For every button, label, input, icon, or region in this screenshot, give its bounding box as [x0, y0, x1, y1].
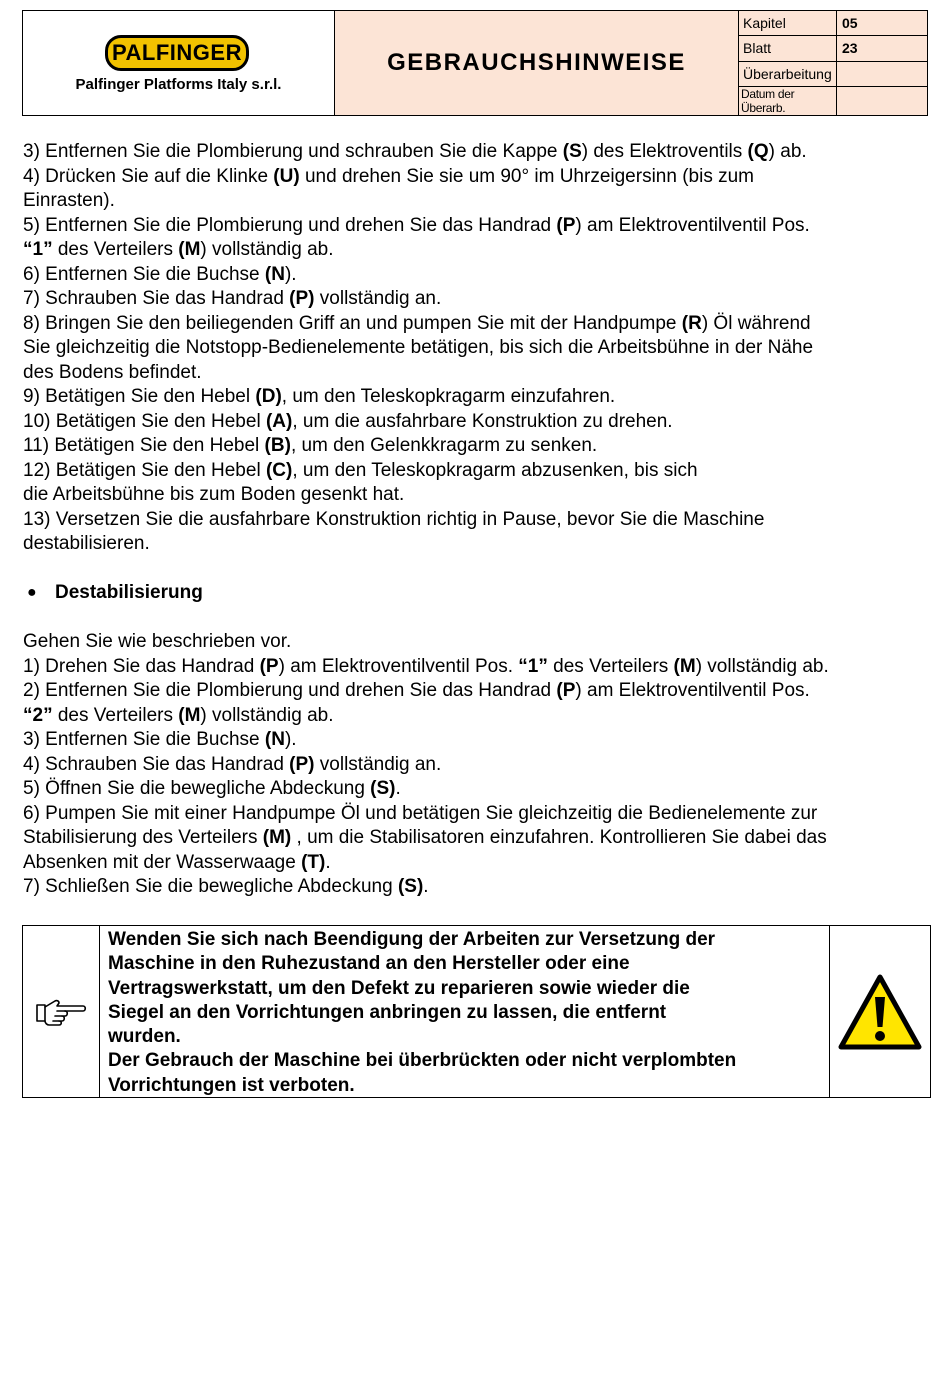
logo-text: PALFINGER [112, 40, 242, 65]
meta-label: Datum der Überarb. [739, 87, 837, 115]
section-heading-row [23, 581, 933, 606]
meta-row-ueberarbeitung [739, 62, 927, 87]
warning-line: Vertragswerkstatt, um den Defekt zu reparieren sowie wieder die [108, 977, 690, 999]
title-cell [335, 11, 739, 115]
meta-value [837, 62, 927, 86]
procedure-line: 5) Entfernen Sie die Plombierung und drehen Sie das Handrad (P) am Elektroventilventil Pos. [23, 214, 810, 236]
procedure-line: 4) Drücken Sie auf die Klinke (U) und drehen Sie sie um 90° im Uhrzeigersinn (bis zum [23, 165, 754, 187]
warning-line: Vorrichtungen ist verboten. [108, 1074, 355, 1096]
destab-line: Stabilisierung des Verteilers (M) , um die Stabilisatoren einzufahren. Kontrollieren Sie dabei das [23, 827, 827, 848]
procedure-line: die Arbeitsbühne bis zum Boden gesenkt hat. [23, 484, 405, 505]
destab-line: 7) Schließen Sie die bewegliche Abdeckung (S). [23, 876, 429, 897]
procedure-line: Sie gleichzeitig die Notstopp-Bedienelemente betätigen, bis sich die Arbeitsbühne in der Nähe [23, 337, 814, 358]
meta-row-blatt [739, 36, 927, 61]
meta-label: Kapitel [739, 11, 837, 35]
destab-line: “2” des Verteilers (M) vollständig ab. [23, 704, 334, 726]
procedure-line: 7) Schrauben Sie das Handrad (P) vollständig an. [23, 288, 442, 309]
warning-line: Maschine in den Ruhezustand an den Hersteller oder eine [108, 953, 630, 975]
warning-line: wurden. [108, 1026, 181, 1048]
meta-value: 05 [842, 15, 858, 32]
procedure-line: des Bodens befindet. [23, 361, 202, 383]
pointing-hand-icon [35, 995, 87, 1029]
procedure-line: 12) Betätigen Sie den Hebel (C), um den Teleskopkragarm abzusenken, bis sich [23, 459, 698, 481]
meta-label: Blatt [739, 36, 837, 60]
procedure-line: 10) Betätigen Sie den Hebel (A), um die ausfahrbare Konstruktion zu drehen. [23, 410, 673, 432]
document-body [23, 140, 933, 900]
destab-line: Absenken mit der Wasserwaage (T). [23, 851, 331, 873]
procedure-line: 11) Betätigen Sie den Hebel (B), um den Gelenkkragarm zu senken. [23, 435, 598, 456]
document-header [22, 10, 928, 116]
warning-text [100, 926, 830, 1097]
meta-row-kapitel [739, 11, 927, 36]
logo-cell [23, 11, 335, 115]
destab-steps [23, 655, 933, 900]
meta-label: Überarbeitung [739, 62, 837, 86]
procedure-line: destabilisieren. [23, 533, 150, 554]
section-heading: Destabilisierung [55, 582, 203, 603]
meta-value [837, 87, 927, 115]
warning-box [22, 925, 931, 1098]
meta-row-datum [739, 87, 927, 115]
destab-line: 5) Öffnen Sie die bewegliche Abdeckung (S). [23, 778, 401, 799]
meta-value: 23 [842, 40, 858, 57]
destab-line: 2) Entfernen Sie die Plombierung und drehen Sie das Handrad (P) am Elektroventilventil Pos. [23, 680, 810, 701]
palfinger-logo [105, 35, 249, 71]
bullet-icon: ● [27, 584, 37, 601]
hand-cell [23, 926, 100, 1097]
destab-line: 4) Schrauben Sie das Handrad (P) vollständig an. [23, 753, 442, 775]
meta-table [739, 11, 927, 115]
warning-triangle-icon [837, 973, 923, 1051]
procedure-line: Einrasten). [23, 190, 115, 211]
warning-line: Der Gebrauch der Maschine bei überbrückten oder nicht verplombten [108, 1050, 737, 1072]
procedure-line: 13) Versetzen Sie die ausfahrbare Konstruktion richtig in Pause, bevor Sie die Maschine [23, 508, 765, 530]
procedure-line: 3) Entfernen Sie die Plombierung und schrauben Sie die Kappe (S) des Elektroventils (Q) ab. [23, 141, 807, 162]
procedure-line: “1” des Verteilers (M) vollständig ab. [23, 239, 334, 260]
procedure-steps [23, 140, 933, 557]
warning-line: Siegel an den Vorrichtungen anbringen zu lassen, die entfernt [108, 1001, 667, 1023]
destab-intro: Gehen Sie wie beschrieben vor. [23, 631, 292, 652]
procedure-line: 6) Entfernen Sie die Buchse (N). [23, 263, 297, 285]
destab-line: 3) Entfernen Sie die Buchse (N). [23, 729, 297, 750]
document-title: GEBRAUCHSHINWEISE [387, 49, 686, 76]
sign-cell [830, 926, 930, 1097]
warning-line: Wenden Sie sich nach Beendigung der Arbeiten zur Versetzung der [108, 929, 716, 950]
company-name: Palfinger Platforms Italy s.r.l. [75, 76, 282, 93]
procedure-line: 8) Bringen Sie den beiliegenden Griff an und pumpen Sie mit der Handpumpe (R) Öl während [23, 312, 811, 334]
destab-line: 1) Drehen Sie das Handrad (P) am Elektroventilventil Pos. “1” des Verteilers (M) vollständig ab. [23, 655, 829, 677]
destab-line: 6) Pumpen Sie mit einer Handpumpe Öl und betätigen Sie gleichzeitig die Bedienelemente zur [23, 802, 818, 824]
procedure-line: 9) Betätigen Sie den Hebel (D), um den Teleskopkragarm einzufahren. [23, 386, 616, 407]
